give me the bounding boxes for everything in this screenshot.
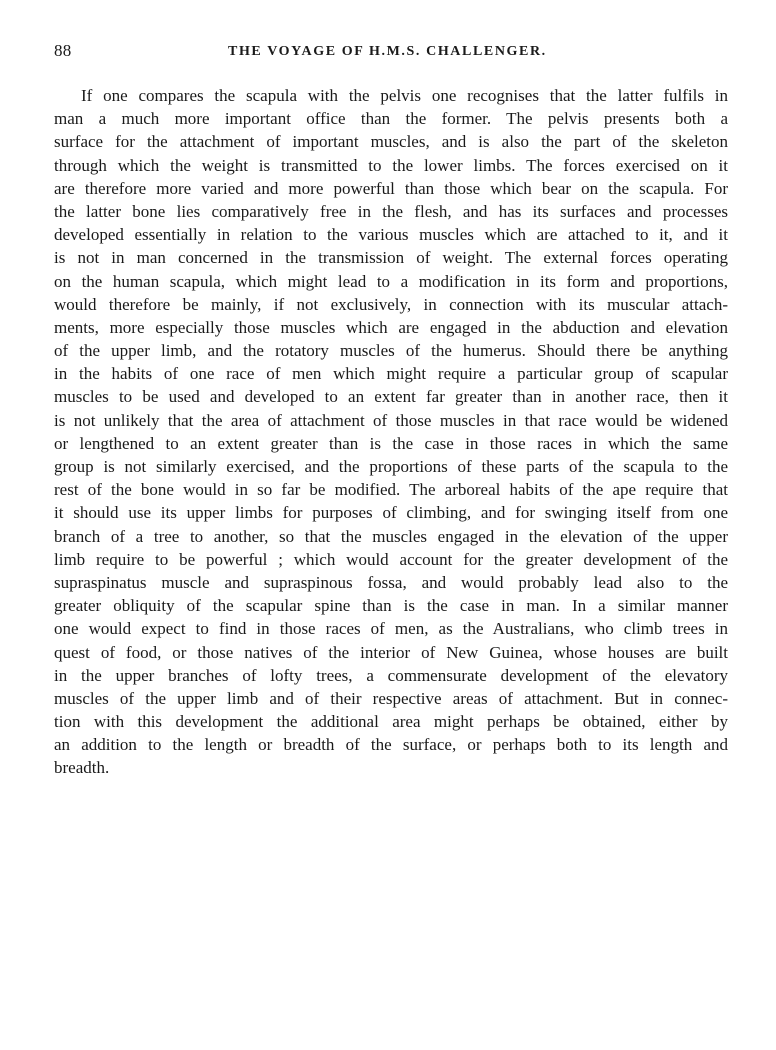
- text-line: If one compares the scapula with the pelvis one recognises that the latter fulfils in: [81, 86, 728, 105]
- text-line: greater obliquity of the scapular spine than is the case in man. In a similar manner: [54, 596, 728, 616]
- running-head: THE VOYAGE OF H.M.S. CHALLENGER.: [228, 44, 547, 59]
- text-line: surface for the attachment of important muscles, and is also the part of the skeleton: [54, 132, 728, 152]
- text-line: are therefore more varied and more powerful than those which bear on the scapula. For: [54, 178, 728, 198]
- text-line: it should use its upper limbs for purposes of climbing, and for swinging itself from one: [54, 503, 728, 523]
- body-paragraph: [54, 84, 728, 780]
- text-line: muscles of the upper limb and of their respective areas of attachment. But in connec-: [54, 688, 728, 708]
- text-line: muscles to be used and developed to an extent far greater than in another race, then it: [54, 387, 728, 407]
- text-line: ments, more especially those muscles which are engaged in the abduction and elevation: [54, 317, 728, 337]
- text-line: supraspinatus muscle and supraspinous fossa, and would probably lead also to the: [54, 572, 728, 592]
- text-line: developed essentially in relation to the various muscles which are attached to it, and it: [54, 225, 728, 245]
- text-line: the latter bone lies comparatively free in the flesh, and has its surfaces and processes: [54, 201, 728, 221]
- text-line: of the upper limb, and the rotatory muscles of the humerus. Should there be anything: [54, 341, 728, 361]
- text-line: an addition to the length or breadth of the surface, or perhaps both to its length and: [54, 735, 728, 755]
- text-line: tion with this development the additional area might perhaps be obtained, either by: [54, 712, 728, 732]
- text-line: through which the weight is transmitted to the lower limbs. The forces exercised on it: [54, 155, 728, 175]
- text-line: on the human scapula, which might lead to a modification in its form and proportions,: [54, 271, 728, 291]
- text-line: or lengthened to an extent greater than is the case in those races in which the same: [54, 433, 728, 453]
- text-line: man a much more important office than the former. The pelvis presents both a: [54, 109, 728, 129]
- text-line: limb require to be powerful ; which would account for the greater development of the: [54, 549, 728, 569]
- text-line: would therefore be mainly, if not exclusively, in connection with its muscular attach-: [54, 294, 728, 314]
- page-number: 88: [54, 41, 72, 60]
- text-line: one would expect to find in those races of men, as the Australians, who climb trees in: [54, 619, 728, 639]
- text-line: in the upper branches of lofty trees, a commensurate development of the elevatory: [54, 665, 728, 685]
- text-line: branch of a tree to another, so that the muscles engaged in the elevation of the upper: [54, 526, 728, 546]
- text-line: is not unlikely that the area of attachment of those muscles in that race would be widened: [54, 410, 728, 430]
- text-line: quest of food, or those natives of the interior of New Guinea, whose houses are built: [54, 642, 728, 662]
- text-line: group is not similarly exercised, and the proportions of these parts of the scapula to the: [54, 457, 728, 476]
- text-line: rest of the bone would in so far be modified. The arboreal habits of the ape require that: [54, 480, 728, 500]
- text-line: is not in man concerned in the transmission of weight. The external forces operating: [54, 248, 728, 268]
- text-line: in the habits of one race of men which might require a particular group of scapular: [54, 364, 728, 384]
- text-line: breadth.: [54, 758, 110, 778]
